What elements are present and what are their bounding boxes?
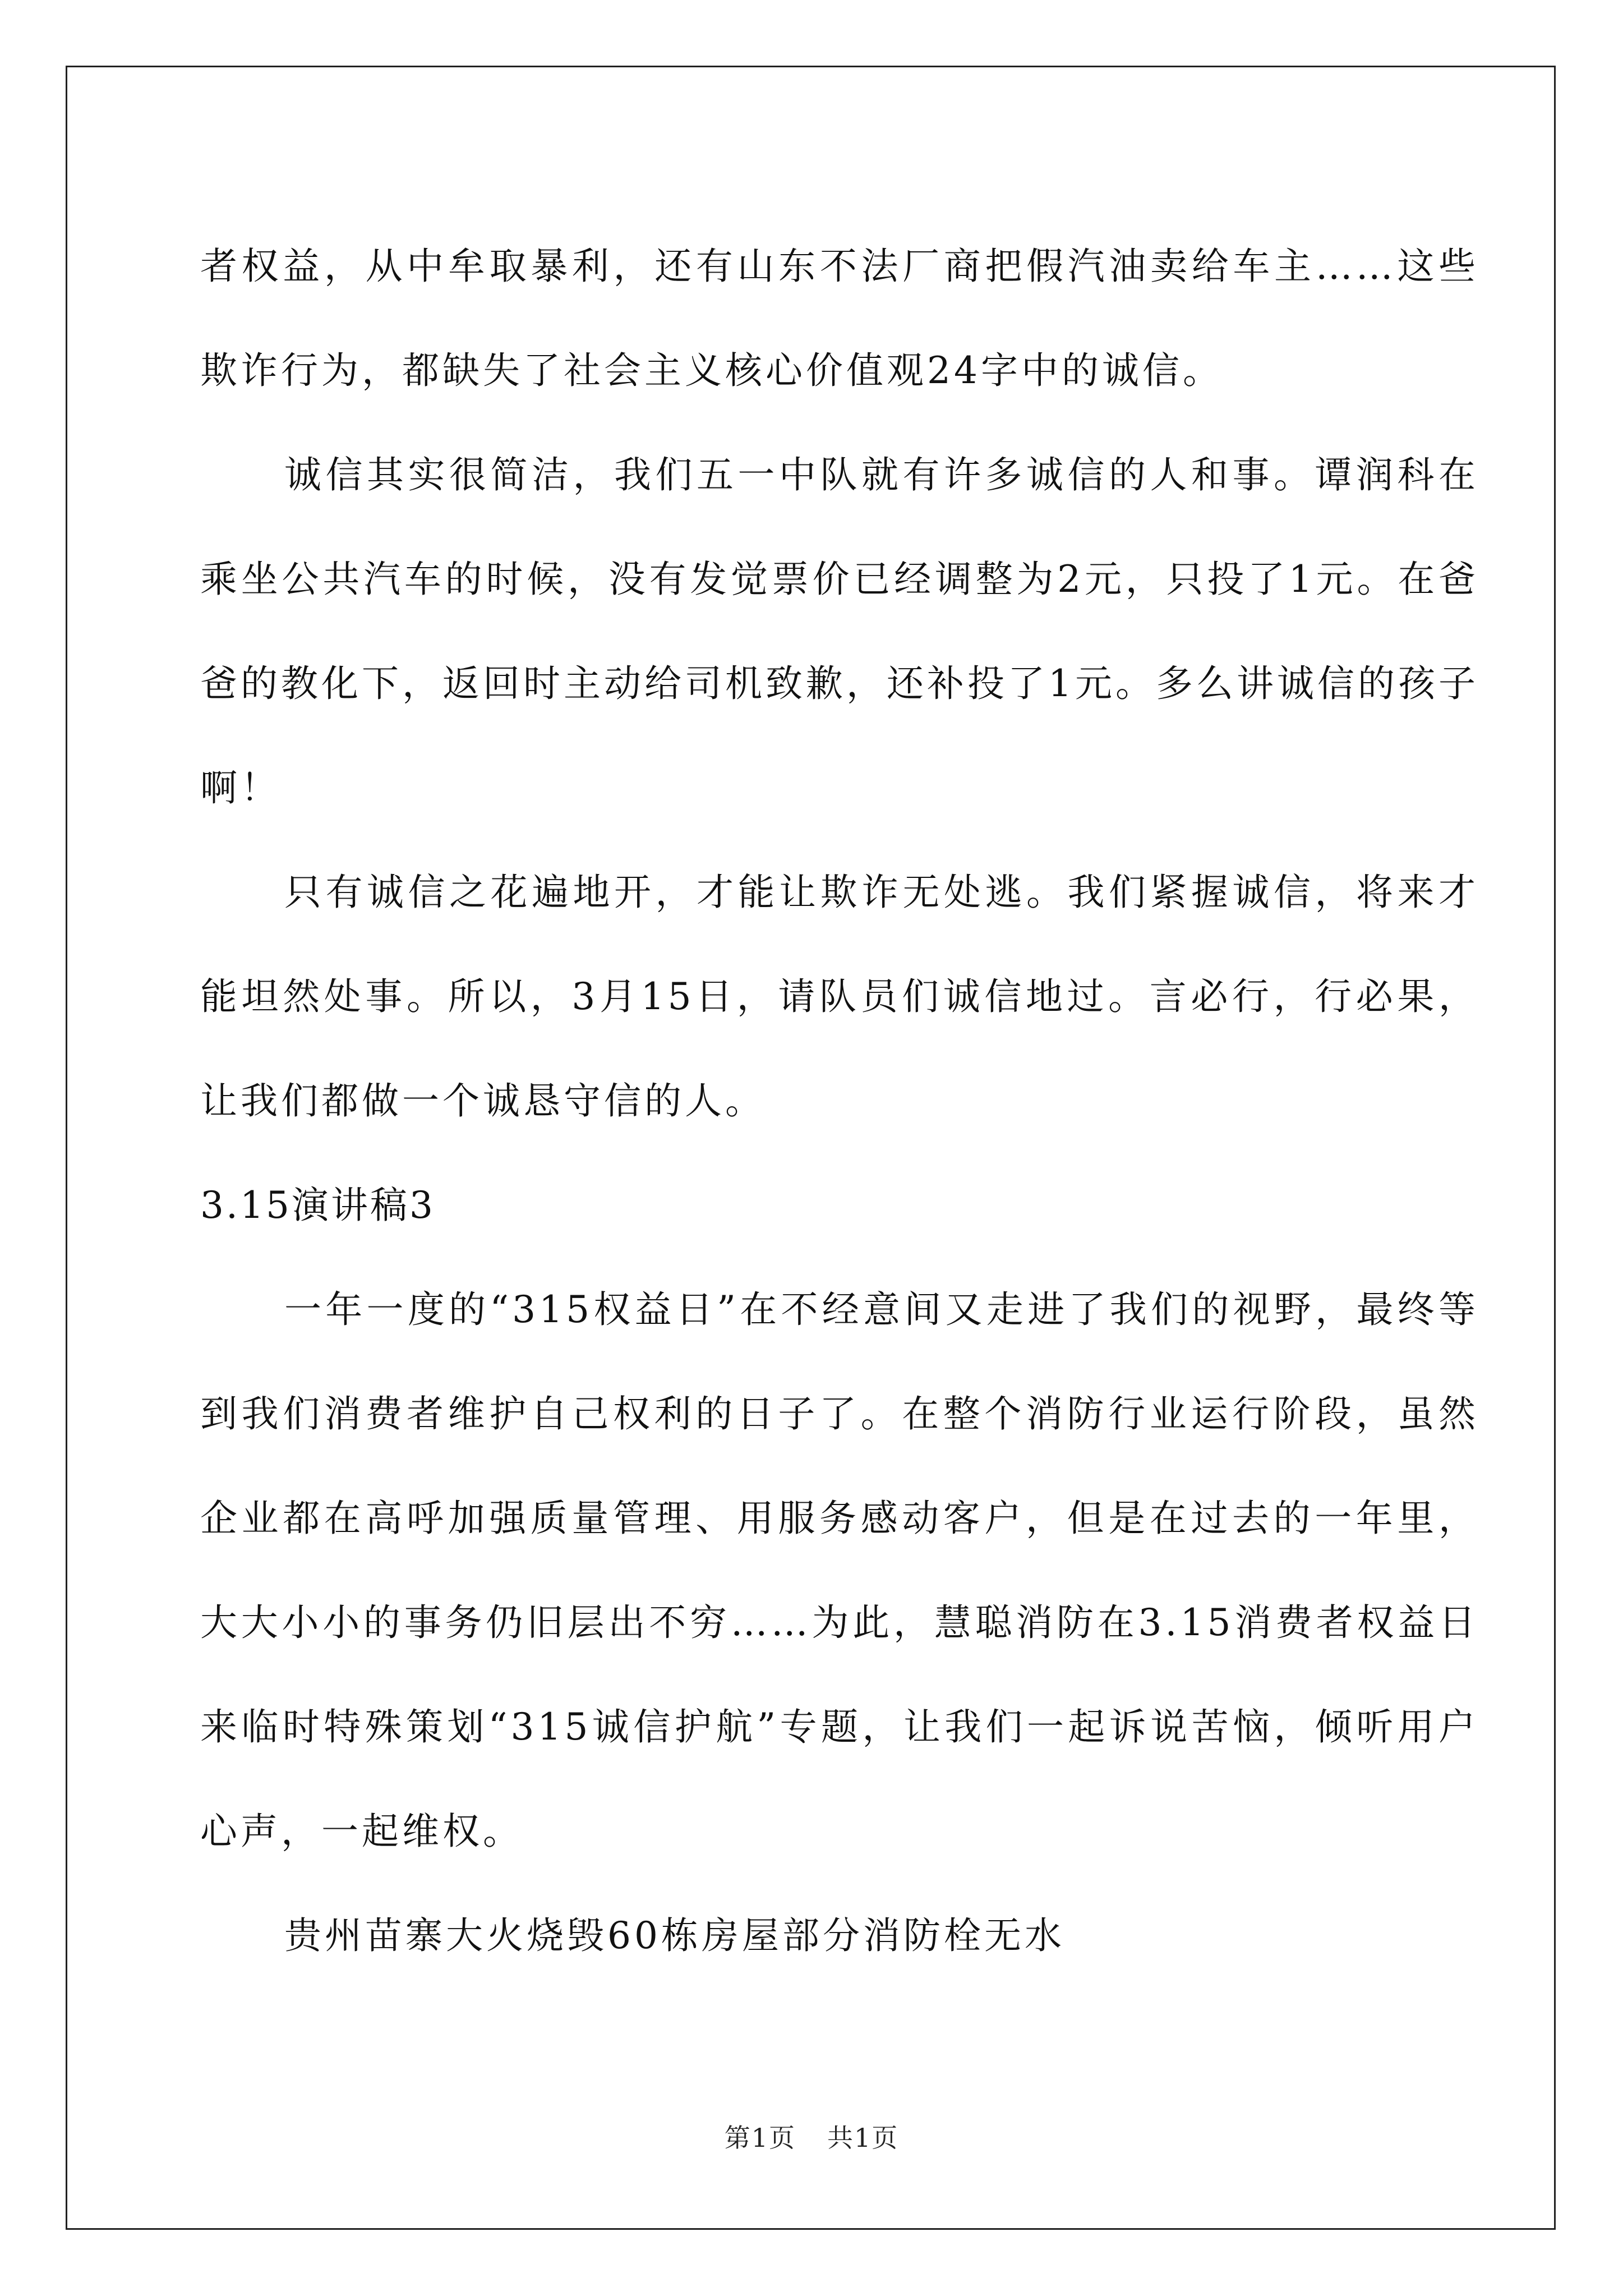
page-number: 第1页 <box>724 2123 796 2153</box>
section-heading: 3.15演讲稿3 <box>200 1184 435 1227</box>
document-body <box>200 214 1479 1988</box>
paragraph: 贵州苗寨大火烧毁60栋房屋部分消防栓无水 <box>284 1914 1065 1957</box>
paragraph: 诚信其实很简洁，我们五一中队就有许多诚信的人和事。谭润科在乘坐公共汽车的时候，没有发觉票价已经调整为2元，只投了1元。在爸爸的教化下，返回时主动给司机致歉，还补投了1元。多么讲诚信的孩子啊！ <box>200 453 1479 809</box>
paragraph: 者权益，从中牟取暴利，还有山东不法厂商把假汽油卖给车主……这些欺诈行为，都缺失了社会主义核心价值观24字中的诚信。 <box>200 245 1479 392</box>
paragraph: 一年一度的“315权益日”在不经意间又走进了我们的视野，最终等到我们消费者维护自己权利的日子了。在整个消防行业运行阶段，虽然企业都在高呼加强质量管理、用服务感动客户，但是在过去的一年里，大大小小的事务仍旧层出不穷……为此，慧聪消防在3.15消费者权益日来临时特殊策划“315诚信护航”专题，让我们一起诉说苦恼，倾听用户心声，一起维权。 <box>200 1288 1479 1853</box>
paragraph: 只有诚信之花遍地开，才能让欺诈无处逃。我们紧握诚信，将来才能坦然处事。所以，3月15日，请队员们诚信地过。言必行，行必果，让我们都做一个诚恳守信的人。 <box>200 871 1479 1122</box>
page-footer <box>0 2118 1623 2155</box>
page-total: 共1页 <box>827 2123 899 2153</box>
